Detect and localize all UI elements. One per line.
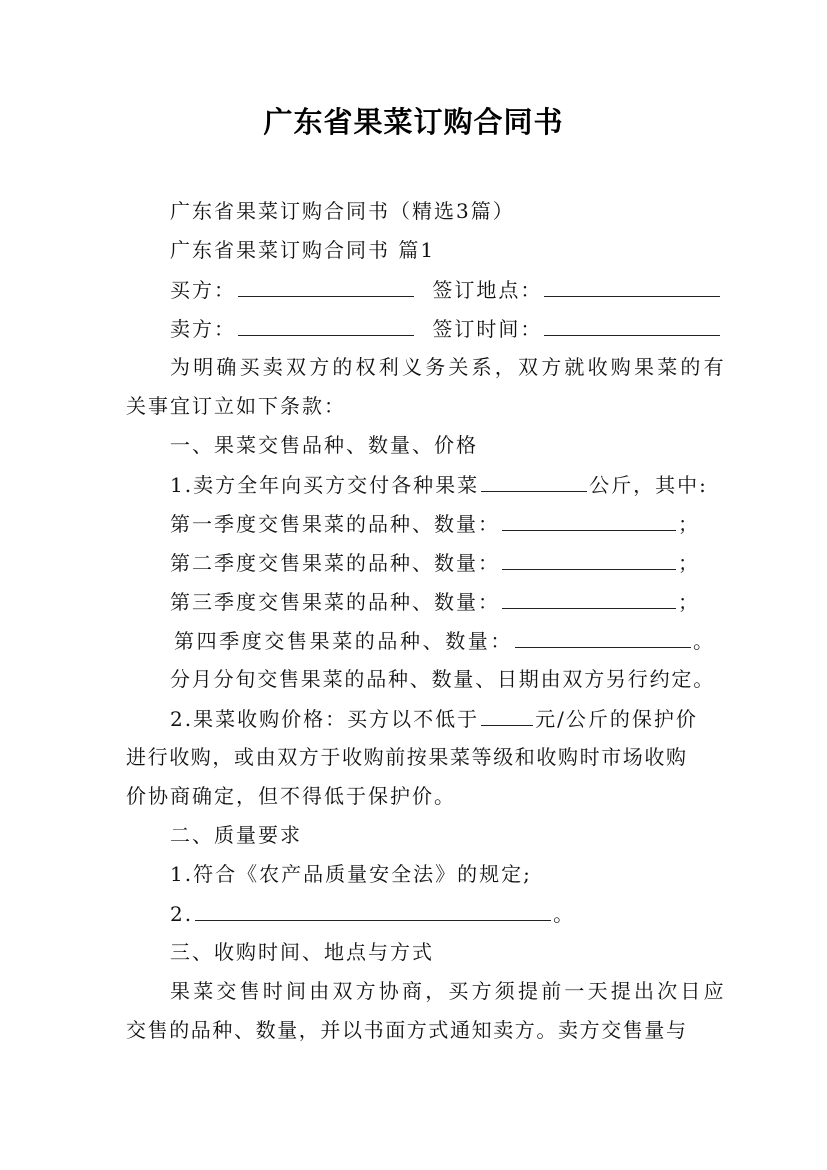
seller-blank	[238, 315, 414, 336]
q4-end: 。	[693, 629, 716, 653]
time-line-2: 交售的品种、数量，并以书面方式通知卖方。卖方交售量与	[126, 1018, 688, 1042]
time-line-1: 果菜交售时间由双方协商，买方须提前一天提出次日应	[170, 979, 727, 1003]
sign-place-label: 签订地点：	[432, 278, 543, 302]
q1-end: ；	[678, 512, 700, 536]
subtitle: 广东省果菜订购合同书（精选3篇）	[170, 199, 515, 223]
q3-blank	[502, 588, 676, 609]
item-1-text: 1.卖方全年向买方交付各种果菜	[170, 473, 480, 497]
item-2-row	[170, 705, 698, 732]
quality-2-row	[170, 900, 575, 927]
intro-line-2: 关事宜订立如下条款：	[126, 394, 346, 418]
q3-row	[170, 588, 700, 615]
sign-place-blank	[544, 276, 720, 297]
quality-2-end: 。	[553, 902, 576, 926]
monthly-line: 分月分旬交售果菜的品种、数量、日期由双方另行约定。	[170, 667, 715, 691]
buyer-blank	[238, 276, 414, 297]
total-quantity-blank	[481, 471, 587, 492]
seller-label: 卖方：	[170, 317, 236, 341]
quality-1: 1.符合《农产品质量安全法》的规定;	[170, 862, 532, 886]
q1-blank	[502, 510, 676, 531]
section-3-heading: 三、收购时间、地点与方式	[170, 940, 434, 964]
document-title: 广东省果菜订购合同书	[263, 105, 564, 139]
sign-time-label: 签订时间：	[432, 317, 543, 341]
q3-label: 第三季度交售果菜的品种、数量：	[170, 590, 500, 614]
q4-label: 第四季度交售果菜的品种、数量：	[174, 629, 513, 653]
q4-row	[174, 627, 716, 654]
price-blank	[481, 705, 533, 726]
part-heading: 广东省果菜订购合同书 篇1	[170, 238, 436, 262]
q2-row	[170, 549, 700, 576]
quality-2-blank	[195, 900, 551, 921]
intro-line-1: 为明确买卖双方的权利义务关系，双方就收购果菜的有	[170, 355, 727, 379]
q2-label: 第二季度交售果菜的品种、数量：	[170, 551, 500, 575]
q1-label: 第一季度交售果菜的品种、数量：	[170, 512, 500, 536]
section-2-heading: 二、质量要求	[170, 823, 302, 847]
quality-2-prefix: 2.	[170, 902, 194, 926]
item-1-row	[170, 471, 708, 498]
buyer-row	[170, 276, 722, 303]
q1-row	[170, 510, 700, 537]
seller-row	[170, 315, 722, 342]
q4-blank	[515, 627, 691, 648]
section-1-heading: 一、果菜交售品种、数量、价格	[170, 433, 478, 457]
item-2-line-2: 进行收购，或由双方于收购前按果菜等级和收购时市场收购	[126, 745, 688, 769]
q2-end: ；	[678, 551, 700, 575]
item-2-unit: 元/公斤的保护价	[535, 707, 698, 731]
item-1-unit: 公斤，其中:	[589, 473, 708, 497]
item-2-text: 2.果菜收购价格：买方以不低于	[170, 707, 480, 731]
q2-blank	[502, 549, 676, 570]
sign-time-blank	[544, 315, 720, 336]
q3-end: ；	[678, 590, 700, 614]
item-2-line-3: 价协商确定，但不得低于保护价。	[126, 784, 456, 808]
buyer-label: 买方：	[170, 278, 236, 302]
